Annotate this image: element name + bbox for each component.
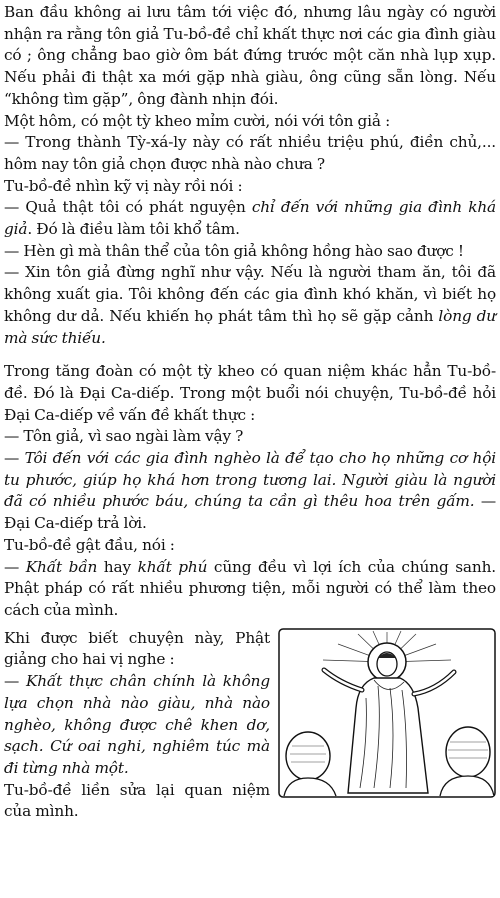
paragraph-7-italic: lòng dư mà sức thiếu.: [4, 306, 496, 347]
buddha-illustration: [278, 628, 496, 798]
paragraph-12: [4, 557, 496, 622]
paragraph-13: Khi được biết chuyện này, Phật giảng cho hai vị nghe :: [4, 628, 270, 669]
paragraph-10-text-c: — Đại Ca-diếp trả lời.: [4, 492, 497, 533]
paragraph-12-text-e: cũng đều vì lợi ích của chúng sanh. Phật pháp có rất nhiều phương tiện, mỗi người có thể làm theo cách của mình.: [4, 557, 497, 619]
paragraph-8: Trong tăng đoàn có một tỳ kheo có quan niệm khác hẳn Tu-bồ-đề. Đó là Đại Ca-diếp. Trong một buổi nói chuyện, Tu-bồ-đề hỏi Đại Ca-diếp về vấn đề khất thực :: [4, 362, 496, 424]
paragraph-7-text-a: — Xin tôn giả đừng nghĩ như vậy. Nếu là người tham ăn, tôi đã không xuất gia. Tôi không đến các gia đình khó khăn, vì biết họ không dư dả. Nếu khiến họ phát tâm thì họ sẽ gặp cảnh: [4, 263, 496, 325]
paragraph-14-dash: —: [4, 672, 26, 691]
paragraph-5-text-a: — Quả thật tôi có phát nguyện: [4, 198, 252, 217]
paragraph-10-italic: Tôi đến với các gia đình nghèo là để tạo cho họ những cơ hội tu phước, giúp họ khá hơn trong tương lai. Người giàu là người đã có nhiều phước báu, chúng ta cần gì thêu hoa trên gấm.: [4, 449, 497, 511]
paragraph-9: — Tôn giả, vì sao ngài làm vậy ?: [4, 427, 244, 446]
paragraph-10-dash: —: [4, 449, 25, 468]
paragraph-5-text-c: . Đó là điều làm tôi khổ tâm.: [27, 220, 240, 239]
paragraph-12-italic-2: khất phú: [137, 557, 208, 576]
paragraph-12-text-c: hay: [97, 557, 138, 576]
paragraph-11: Tu-bồ-đề gật đầu, nói :: [4, 535, 175, 554]
paragraph-5: [4, 197, 496, 240]
paragraph-1: Ban đầu không ai lưu tâm tới việc đó, nhưng lâu ngày có người nhận ra rằng tôn giả Tu-bồ-đề chỉ khất thực nơi các gia đình giàu có ; ông chẳng bao giờ ôm bát đứng trước một căn nhà lụp xụp. Nếu phải đi thật xa mới gặp nhà giàu, ông cũng sẵn lòng. Nếu “không tìm gặp”, ông đành nhịn đói.: [4, 3, 496, 108]
paragraph-6: — Hèn gì mà thân thể của tôn giả không hồng hào sao được !: [4, 241, 464, 260]
paragraph-12-dash: —: [4, 557, 26, 576]
paragraph-14: [4, 671, 270, 780]
paragraph-4: Tu-bồ-đề nhìn kỹ vị này rồi nói :: [4, 176, 243, 195]
paragraph-3: — Trong thành Tỳ-xá-ly này có rất nhiều triệu phú, điền chủ,... hôm nay tôn giả chọn được nhà nào chưa ?: [4, 133, 496, 173]
left-column: [4, 628, 270, 823]
paragraph-7: [4, 262, 496, 349]
paragraph-10: [4, 448, 496, 535]
paragraph-12-italic-1: Khất bần: [25, 557, 98, 576]
page-content: [4, 2, 496, 898]
section-gap: [4, 349, 496, 361]
bottom-section: [4, 628, 496, 898]
paragraph-5-italic: chỉ đến với những gia đình khá giả: [4, 198, 497, 239]
paragraph-15: Tu-bồ-đề liền sửa lại quan niệm của mình.: [4, 780, 270, 821]
buddha-teaching-drawing: [278, 628, 496, 798]
paragraph-14-italic: Khất thực chân chính là không lựa chọn nhà nào giàu, nhà nào nghèo, không được chê khen dơ, sạch. Cứ oai nghi, nghiêm túc mà đi từng nhà một.: [4, 672, 270, 777]
paragraph-2: Một hôm, có một tỳ kheo mỉm cười, nói với tôn giả :: [4, 111, 391, 130]
